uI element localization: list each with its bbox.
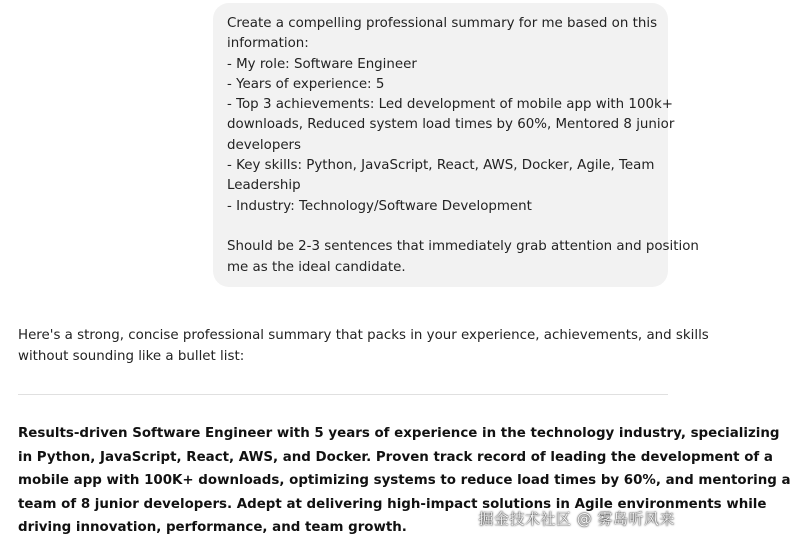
assistant-intro-line: Here's a strong, concise professional summary that packs in your experience, achievements, and skills bbox=[18, 328, 709, 343]
user-message-line: - Years of experience: 5 bbox=[227, 76, 385, 92]
summary-line: Results-driven Software Engineer with 5 years of experience in the technology industry, specializing bbox=[18, 426, 780, 441]
user-message-line: - My role: Software Engineer bbox=[227, 56, 417, 72]
watermark: 掘金技术社区 @ 雾岛听风来 bbox=[478, 510, 675, 528]
summary-line: in Python, JavaScript, React, AWS, and Docker. Proven track record of leading the development of a bbox=[18, 449, 773, 465]
user-message-line: developers bbox=[227, 137, 302, 153]
user-message-line: information: bbox=[227, 36, 309, 52]
summary-line: team of 8 junior developers. Adept at delivering high-impact solutions in Agile environments while bbox=[18, 496, 767, 512]
assistant-intro-line: without sounding like a bullet list: bbox=[18, 349, 245, 364]
user-message-line: Should be 2-3 sentences that immediately grab attention and position bbox=[227, 239, 699, 255]
summary-line: driving innovation, performance, and team growth. bbox=[18, 520, 407, 536]
user-message-line: - Industry: Technology/Software Development bbox=[227, 198, 532, 214]
user-message-line: - Top 3 achievements: Led development of mobile app with 100k+ bbox=[227, 97, 673, 113]
horizontal-divider bbox=[18, 394, 668, 395]
user-message-line: Create a compelling professional summary for me based on this bbox=[227, 16, 658, 31]
user-message-line: Leadership bbox=[227, 178, 301, 194]
user-message-line: me as the ideal candidate. bbox=[227, 259, 406, 275]
user-message-blank-line bbox=[227, 217, 656, 237]
user-message-line: - Key skills: Python, JavaScript, React, AWS, Docker, Agile, Team bbox=[227, 158, 655, 174]
user-message-bubble bbox=[213, 3, 699, 287]
summary-line: mobile app with 100K+ downloads, optimizing systems to reduce load times by 60%, and mentoring a bbox=[18, 473, 791, 489]
user-message-line: downloads, Reduced system load times by 60%, Mentored 8 junior bbox=[227, 117, 675, 133]
assistant-intro-text bbox=[18, 325, 709, 367]
